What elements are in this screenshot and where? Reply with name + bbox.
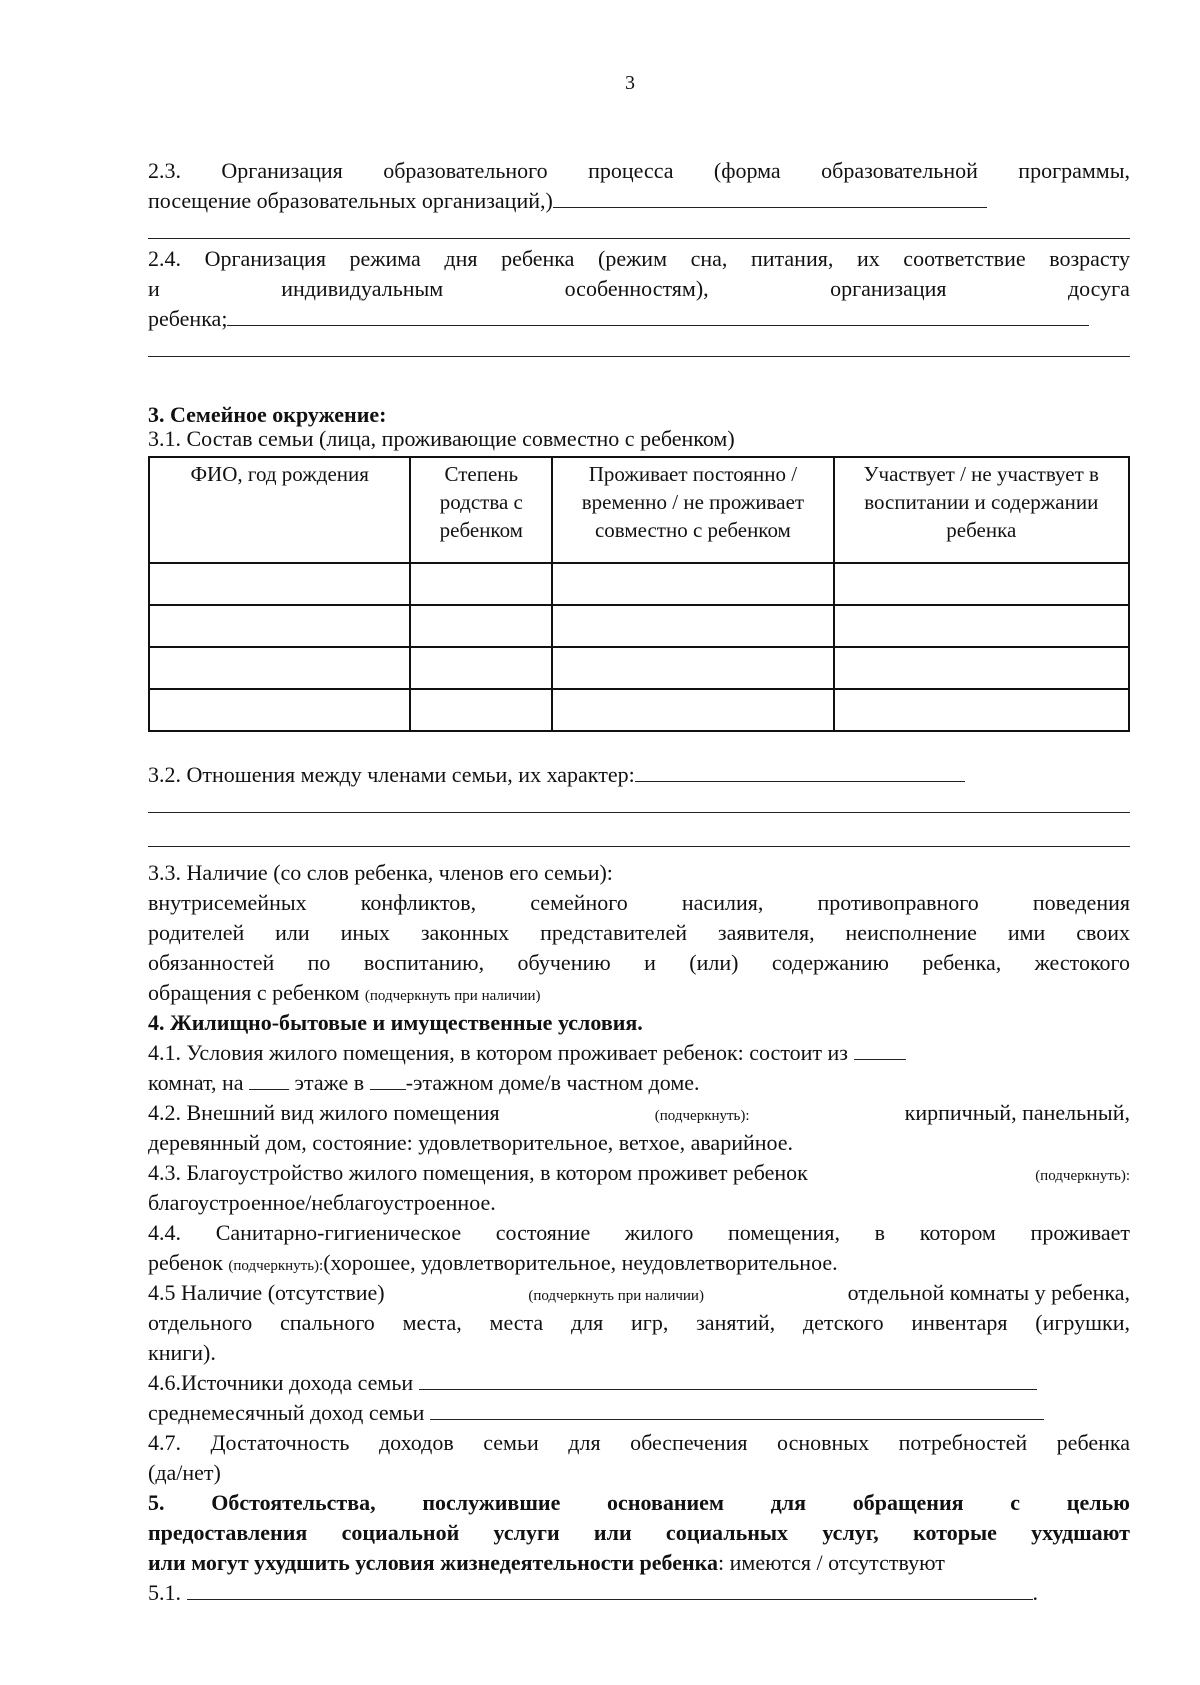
- s4-2-b: кирпичный, панельный,: [904, 1100, 1130, 1125]
- s2-4-fill-line[interactable]: [227, 305, 1089, 326]
- s2-4-word: особенностям),: [564, 276, 709, 301]
- s4-6-line2: [148, 1398, 1130, 1428]
- s3-1-title: 3.1. Состав семьи (лица, проживающие совместно с ребенком): [148, 426, 735, 451]
- s5-line1-text: 5. Обстоятельства, послужившие основанием для обращения с целью: [148, 1490, 1130, 1515]
- s4-1-line1-text: 4.1. Условия жилого помещения, в котором проживает ребенок: состоит из: [148, 1040, 848, 1065]
- monthly-income-field[interactable]: [430, 1399, 1044, 1420]
- s5-line2: [148, 1518, 1130, 1548]
- s3-2-extra-line[interactable]: [148, 846, 1130, 847]
- s4-3-a: 4.3. Благоустройство жилого помещения, в котором проживет ребенок: [148, 1160, 808, 1185]
- s4-2-line2: деревянный дом, состояние: удовлетворительное, ветхое, аварийное.: [148, 1130, 794, 1155]
- s3-3-title: 3.3. Наличие (со слов ребенка, членов его семьи):: [148, 860, 613, 885]
- s4-6-l2-text: среднемесячный доход семьи: [148, 1400, 425, 1425]
- table-cell[interactable]: [552, 689, 833, 731]
- s5-line3-tail: : имеются / отсутствуют: [718, 1550, 945, 1575]
- s2-4-line3-text: ребенка;: [148, 306, 228, 331]
- s2-4-line2: [148, 274, 1130, 304]
- s4-5-b: отдельной комнаты у ребенка,: [847, 1280, 1130, 1305]
- col-header-participation: Участвует / не участвует в воспитании и содержании ребенка: [834, 457, 1129, 563]
- s4-3-line1: [148, 1158, 1130, 1191]
- s4-5-line2: отдельного спального места, места для игр, занятий, детского инвентаря (игрушки,: [148, 1310, 1130, 1335]
- s2-4-line3: [148, 304, 1130, 334]
- s4-1-line2: [148, 1068, 1130, 1098]
- rooms-count-field[interactable]: [854, 1039, 906, 1060]
- table-cell[interactable]: [834, 689, 1129, 731]
- s4-3-note: (подчеркнуть):: [1035, 1168, 1130, 1184]
- s5-1-fill-line[interactable]: [187, 1579, 1033, 1600]
- s5-line3: [148, 1548, 1130, 1578]
- s5-line1: [148, 1488, 1130, 1518]
- s2-3-line2-text: посещение образовательных организаций,): [148, 188, 553, 213]
- s3-3-line3: обязанностей по воспитанию, обучению и (или) содержанию ребенка, жестокого: [148, 950, 1130, 975]
- s4-2-a: 4.2. Внешний вид жилого помещения: [148, 1100, 500, 1125]
- table-cell[interactable]: [410, 689, 552, 731]
- s4-6-l1-text: 4.6.Источники дохода семьи: [148, 1370, 414, 1395]
- s3-3-line4: [148, 978, 1130, 1011]
- s4-4-line1: 4.4. Санитарно-гигиеническое состояние жилого помещения, в котором проживает: [148, 1220, 1130, 1245]
- s4-2-note: (подчеркнуть):: [654, 1108, 750, 1124]
- s4-4-note: (подчеркнуть):: [228, 1258, 324, 1274]
- income-sources-field[interactable]: [419, 1369, 1037, 1390]
- s3-heading-text: 3. Семейное окружение:: [148, 402, 387, 427]
- table-cell[interactable]: [834, 647, 1129, 689]
- s4-5-line3: книги).: [148, 1340, 216, 1365]
- s3-3-note: (подчеркнуть при наличии): [364, 988, 541, 1004]
- s5-1-period: .: [1032, 1580, 1038, 1605]
- s4-heading: [148, 1008, 1130, 1038]
- s2-3-fill-line[interactable]: [553, 187, 987, 208]
- table-cell[interactable]: [410, 605, 552, 647]
- s4-1-line1: [148, 1038, 1130, 1068]
- table-cell[interactable]: [552, 647, 833, 689]
- s2-3-extra-line[interactable]: [148, 238, 1130, 239]
- table-cell[interactable]: [410, 647, 552, 689]
- s3-2-fill-line[interactable]: [635, 761, 965, 782]
- s4-1-b: этаже в: [294, 1070, 365, 1095]
- s3-2: [148, 760, 1130, 790]
- s2-4-line1: 2.4. Организация режима дня ребенка (режим сна, питания, их соответствие возрасту: [148, 246, 1130, 271]
- s4-4-a: ребенок: [148, 1250, 223, 1275]
- s3-3-line2: родителей или иных законных представителей заявителя, неисполнение ими своих: [148, 920, 1130, 945]
- s3-3-line4-text: обращения с ребенком: [148, 980, 360, 1005]
- s2-4-extra-line[interactable]: [148, 356, 1130, 357]
- floor-field[interactable]: [249, 1069, 289, 1090]
- s3-2-text: 3.2. Отношения между членами семьи, их характер:: [148, 762, 635, 787]
- s4-5-line1: [148, 1278, 1130, 1311]
- table-cell[interactable]: [149, 605, 410, 647]
- s4-heading-text: 4. Жилищно-бытовые и имущественные условия.: [148, 1010, 643, 1035]
- s4-4-b: (хорошее, удовлетворительное, неудовлетворительное.: [323, 1250, 838, 1275]
- table-cell[interactable]: [149, 647, 410, 689]
- s5-line3-text: или могут ухудшить условия жизнедеятельности ребенка: [148, 1550, 719, 1575]
- col-header-name: ФИО, год рождения: [149, 457, 410, 563]
- s5-1-label: 5.1.: [148, 1580, 181, 1605]
- storeys-field[interactable]: [370, 1069, 406, 1090]
- col-header-relation: Степень родства с ребенком: [410, 457, 552, 563]
- s4-5-note: (подчеркнуть при наличии): [528, 1288, 704, 1304]
- table-cell[interactable]: [149, 689, 410, 731]
- s3-3-line1: внутрисемейных конфликтов, семейного насилия, противоправного поведения: [148, 890, 1130, 915]
- s5-1: [148, 1578, 1130, 1608]
- s2-4-word: досуга: [1067, 276, 1130, 301]
- s2-4-word: организация: [830, 276, 947, 301]
- col-header-residence: Проживает постоянно / временно / не проживает совместно с ребенком: [552, 457, 833, 563]
- family-table: [148, 456, 1130, 732]
- table-cell[interactable]: [149, 563, 410, 605]
- s4-2-line1: [148, 1098, 1130, 1131]
- s5-line2-text: предоставления социальной услуги или социальных услуг, которые ухудшают: [148, 1520, 1130, 1545]
- table-cell[interactable]: [552, 563, 833, 605]
- s4-3-line2: благоустроенное/неблагоустроенное.: [148, 1190, 496, 1215]
- s4-1-c: -этажном доме/в частном доме.: [405, 1070, 700, 1095]
- table-cell[interactable]: [834, 563, 1129, 605]
- table-row: [149, 605, 1129, 647]
- s4-5-a: 4.5 Наличие (отсутствие): [148, 1280, 385, 1305]
- s4-4-line2: [148, 1248, 1130, 1281]
- table-cell[interactable]: [834, 605, 1129, 647]
- s2-4-word: индивидуальным: [281, 276, 444, 301]
- s4-6-line1: [148, 1368, 1130, 1398]
- page-number: 3: [625, 72, 635, 94]
- table-row: [149, 563, 1129, 605]
- table-row: [149, 689, 1129, 731]
- table-cell[interactable]: [552, 605, 833, 647]
- table-row: [149, 647, 1129, 689]
- s3-2-extra-line[interactable]: [148, 812, 1130, 813]
- s4-1-a: комнат, на: [148, 1070, 244, 1095]
- s2-3-line2: [148, 186, 1130, 216]
- table-cell[interactable]: [410, 563, 552, 605]
- s2-4-word: и: [148, 276, 160, 301]
- s2-3-line1: 2.3. Организация образовательного процесса (форма образовательной программы,: [148, 158, 1130, 183]
- s4-7-line1: 4.7. Достаточность доходов семьи для обеспечения основных потребностей ребенка: [148, 1430, 1130, 1455]
- table-header-row: [149, 457, 1129, 563]
- s4-7-line2: (да/нет): [148, 1460, 221, 1485]
